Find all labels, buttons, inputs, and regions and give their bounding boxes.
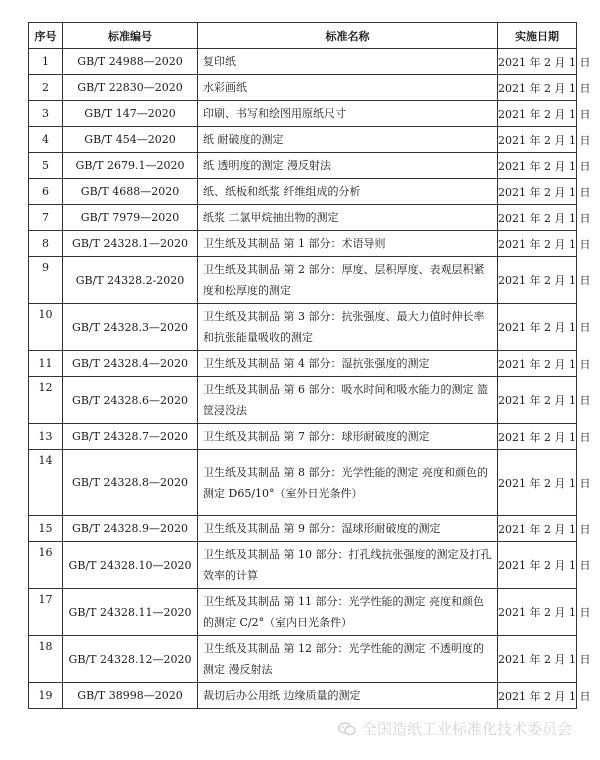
standard-code: GB/T 24328.3—2020 [63,304,198,351]
header-date: 实施日期 [498,23,577,49]
table-row [29,75,577,101]
standard-name: 卫生纸及其制品 第 3 部分：抗张强度、最大力值时伸长率和抗张能量吸收的测定 [198,304,498,351]
row-number: 7 [29,205,63,231]
watermark-text: 全国造纸工业标准化技术委员会 [362,720,573,738]
row-number: 11 [29,351,63,377]
table-header-row [29,23,577,49]
implementation-date: 2021 年 2 月 1 日 [498,683,577,709]
row-number: 4 [29,127,63,153]
implementation-date: 2021 年 2 月 1 日 [498,75,577,101]
standard-name: 纸 透明度的测定 漫反射法 [198,153,498,179]
implementation-date: 2021 年 2 月 1 日 [498,101,577,127]
row-number: 6 [29,179,63,205]
table-row [29,636,577,683]
implementation-date: 2021 年 2 月 1 日 [498,304,577,351]
standard-code: GB/T 4688—2020 [63,179,198,205]
row-number: 2 [29,75,63,101]
row-number: 17 [29,589,63,636]
standard-name: 卫生纸及其制品 第 12 部分：光学性能的测定 不透明度的测定 漫反射法 [198,636,498,683]
implementation-date: 2021 年 2 月 1 日 [498,377,577,424]
standard-code: GB/T 24328.11—2020 [63,589,198,636]
row-number: 18 [29,636,63,683]
standard-name: 复印纸 [198,49,498,75]
standard-name: 卫生纸及其制品 第 1 部分：术语导则 [198,231,498,257]
implementation-date: 2021 年 2 月 1 日 [498,516,577,542]
table-row [29,304,577,351]
standard-name: 裁切后办公用纸 边缘质量的测定 [198,683,498,709]
standard-code: GB/T 7979—2020 [63,205,198,231]
implementation-date: 2021 年 2 月 1 日 [498,257,577,304]
implementation-date: 2021 年 2 月 1 日 [498,127,577,153]
implementation-date: 2021 年 2 月 1 日 [498,179,577,205]
standard-code: GB/T 38998—2020 [63,683,198,709]
standard-code: GB/T 24328.10—2020 [63,542,198,589]
row-number: 5 [29,153,63,179]
standard-code: GB/T 24328.1—2020 [63,231,198,257]
standard-code: GB/T 24988—2020 [63,49,198,75]
implementation-date: 2021 年 2 月 1 日 [498,205,577,231]
standard-name: 纸 耐破度的测定 [198,127,498,153]
table-row [29,683,577,709]
row-number: 16 [29,542,63,589]
table-row [29,101,577,127]
standard-name: 卫生纸及其制品 第 10 部分：打孔线抗张强度的测定及打孔效率的计算 [198,542,498,589]
standard-code: GB/T 24328.4—2020 [63,351,198,377]
table-row [29,589,577,636]
standard-name: 卫生纸及其制品 第 11 部分：光学性能的测定 亮度和颜色的测定 C/2°（室内日光条件） [198,589,498,636]
row-number: 10 [29,304,63,351]
standard-code: GB/T 24328.2-2020 [63,257,198,304]
row-number: 12 [29,377,63,424]
table-row [29,257,577,304]
table-row [29,153,577,179]
standard-code: GB/T 24328.8—2020 [63,450,198,516]
table-row [29,127,577,153]
standard-name: 卫生纸及其制品 第 8 部分：光学性能的测定 亮度和颜色的测定 D65/10°（室外日光条件） [198,450,498,516]
table-row [29,179,577,205]
table-row [29,231,577,257]
standard-name: 纸浆 二氯甲烷抽出物的测定 [198,205,498,231]
header-no: 序号 [29,23,63,49]
table-row [29,351,577,377]
standard-name: 卫生纸及其制品 第 4 部分：湿抗张强度的测定 [198,351,498,377]
implementation-date: 2021 年 2 月 1 日 [498,424,577,450]
row-number: 15 [29,516,63,542]
table-row [29,377,577,424]
standard-code: GB/T 22830—2020 [63,75,198,101]
watermark [338,718,572,739]
standard-code: GB/T 454—2020 [63,127,198,153]
standard-name: 卫生纸及其制品 第 7 部分：球形耐破度的测定 [198,424,498,450]
standard-code: GB/T 2679.1—2020 [63,153,198,179]
standard-name: 纸、纸板和纸浆 纤维组成的分析 [198,179,498,205]
standard-name: 卫生纸及其制品 第 2 部分：厚度、层积厚度、表观层积紧度和松厚度的测定 [198,257,498,304]
standards-table [28,22,591,709]
row-number: 19 [29,683,63,709]
standard-code: GB/T 24328.6—2020 [63,377,198,424]
table-row [29,424,577,450]
table-row [29,450,577,516]
row-number: 14 [29,450,63,516]
row-number: 8 [29,231,63,257]
implementation-date: 2021 年 2 月 1 日 [498,450,577,516]
wechat-icon [338,722,356,736]
standard-code: GB/T 24328.9—2020 [63,516,198,542]
implementation-date: 2021 年 2 月 1 日 [498,636,577,683]
table-row [29,49,577,75]
implementation-date: 2021 年 2 月 1 日 [498,351,577,377]
standard-code: GB/T 24328.7—2020 [63,424,198,450]
row-number: 1 [29,49,63,75]
implementation-date: 2021 年 2 月 1 日 [498,49,577,75]
header-code: 标准编号 [63,23,198,49]
standard-name: 印刷、书写和绘图用原纸尺寸 [198,101,498,127]
row-number: 9 [29,257,63,304]
standard-code: GB/T 24328.12—2020 [63,636,198,683]
standard-name: 卫生纸及其制品 第 9 部分：湿球形耐破度的测定 [198,516,498,542]
implementation-date: 2021 年 2 月 1 日 [498,589,577,636]
table-row [29,542,577,589]
standard-code: GB/T 147—2020 [63,101,198,127]
standard-name: 卫生纸及其制品 第 6 部分：吸水时间和吸水能力的测定 篮筐浸没法 [198,377,498,424]
header-name: 标准名称 [198,23,498,49]
row-number: 13 [29,424,63,450]
table-row [29,516,577,542]
implementation-date: 2021 年 2 月 1 日 [498,153,577,179]
table-row [29,205,577,231]
implementation-date: 2021 年 2 月 1 日 [498,231,577,257]
standard-name: 水彩画纸 [198,75,498,101]
implementation-date: 2021 年 2 月 1 日 [498,542,577,589]
row-number: 3 [29,101,63,127]
